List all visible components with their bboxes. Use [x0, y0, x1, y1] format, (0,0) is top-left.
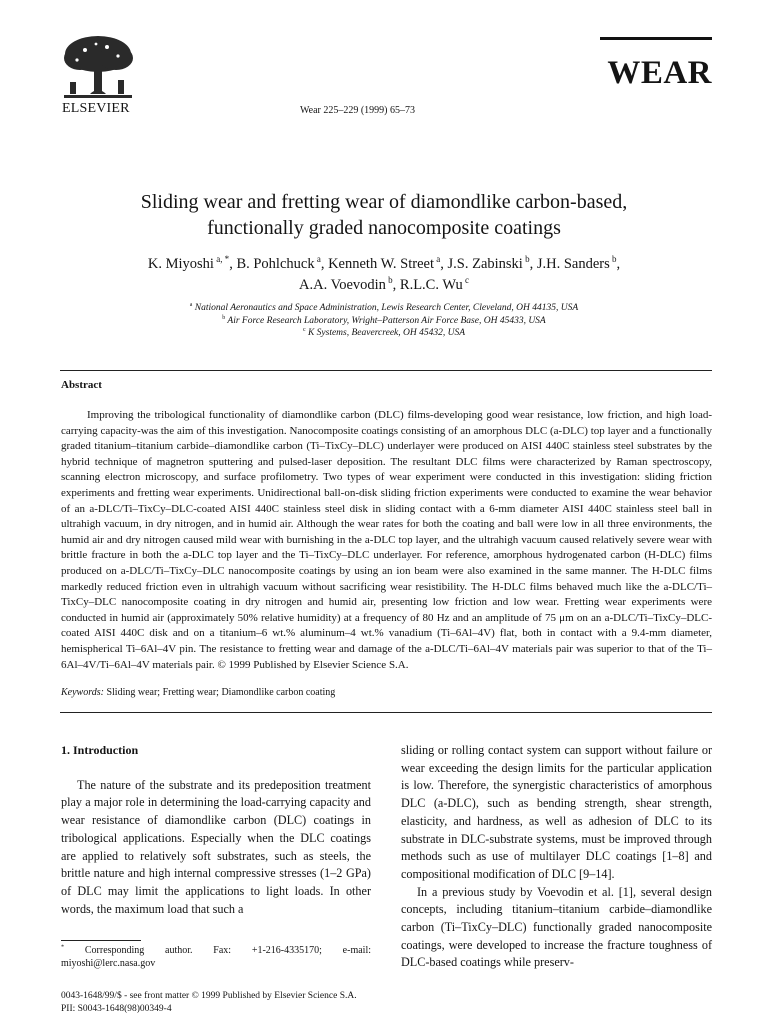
title-line-1: Sliding wear and fretting wear of diamondlike carbon-based, [140, 191, 628, 213]
abstract-body [61, 408, 712, 673]
author-affiliation-mark: c [464, 275, 469, 286]
author-name: R.L.C. Wu [399, 277, 463, 293]
journal-title: WEAR [607, 55, 712, 91]
affiliation-list [40, 302, 728, 340]
footnote [61, 944, 371, 970]
body-paragraph: In a previous study by Voevodin et al. [1], several design concepts, including titanium–titanium carbide–diamondlike carbon (Ti–TixCy–DLC) functionally graded nanocomposite coatings, were developed to increase the fracture toughness of DLC-based coatings while preserv- [401, 884, 712, 970]
keywords-text: Sliding wear; Fretting wear; Diamondlike carbon coating [106, 687, 336, 698]
author-name: A.A. Voevodin [299, 277, 386, 293]
authors-line-2: A.A. Voevodin $^b$, R.L.C. Wu $^c$ [299, 275, 469, 293]
publisher-name: ELSEVIER [62, 101, 130, 116]
section-heading: 1. Introduction [61, 743, 139, 757]
keywords [61, 687, 712, 698]
body-right-column [401, 742, 712, 972]
footnote-text: Corresponding author. Fax: +1-216-4335170; e-mail: miyoshi@lerc.nasa.gov [61, 945, 371, 969]
affiliation-text: K Systems, Beavercreek, OH 45432, USA [307, 328, 466, 338]
affiliation-text: Air Force Research Laboratory, Wright–Patterson Air Force Base, OH 45433, USA [227, 315, 546, 326]
affiliation [40, 315, 728, 328]
body-left-column [61, 742, 371, 918]
author-affiliation-mark: a, * [216, 254, 230, 265]
author-affiliation-mark: a [436, 254, 441, 265]
author-name: J.S. Zabinski [447, 256, 523, 272]
affiliation-mark: a [189, 301, 193, 308]
keywords-label: Keywords: [61, 687, 104, 698]
abstract-top-rule [60, 370, 712, 371]
footnote-rule [61, 940, 141, 941]
elsevier-tree-logo [60, 34, 136, 104]
author-affiliation-mark: b [388, 275, 393, 286]
author-name: B. Pohlchuck [236, 256, 315, 272]
copyright-line: 0043-1648/99/$ - see front matter © 1999 Published by Elsevier Science S.A. [61, 991, 357, 1001]
author-affiliation-mark: a [316, 254, 321, 265]
journal-citation: Wear 225–229 (1999) 65–73 [300, 105, 416, 116]
author-list [40, 254, 728, 296]
affiliation-mark: b [222, 314, 226, 321]
authors-line-1: K. Miyoshi $^{a, *}$, B. Pohlchuck $^a$, Kenneth W. Street $^a$, J.S. Zabinski $^b$, J.H. Sanders $^b$, [147, 254, 621, 272]
affiliation-mark: c [302, 326, 306, 333]
abstract-heading: Abstract [61, 379, 102, 391]
abstract-paragraph: Improving the tribological functionality of diamondlike carbon (DLC) films-developing good wear resistance, low friction, and high load-carrying capacity-was the aim of this investigation. Nanocomposite coatings consisting of an amorphous DLC (a-DLC) top layer and a functionally graded titanium–titanium carbide–diamondlike carbon (Ti–TixCy–DLC) underlayer were produced on AISI 440C stainless steel substrates by the hybrid technique of magnetron sputtering and pulsed-laser deposition. The resultant DLC films were characterized by Raman spectroscopy, scanning electron microscopy, and surface profilometry. Two types of wear experiment were conducted in this investigation: sliding friction experiments and fretting wear experiments. Unidirectional ball-on-disk sliding friction experiments were conducted to examine the wear behavior of an a-DLC/Ti–TixCy–DLC-coated AISI 440C stainless steel disk in sliding contact with a 6-mm diameter AISI 440C stainless steel ball in ultrahigh vacuum, in dry nitrogen, and in humid air. Although the wear rates for both the coating and ball were low in all three environments, the humid air and dry nitrogen caused mild wear with burnishing in the a-DLC top layer, and the ultrahigh vacuum caused relatively severe wear with brittle fracture in both the a-DLC top layer and the Ti–TixCy–DLC underlayer. For reference, amorphous hydrogenated carbon (H-DLC) films produced on a-DLC/Ti–TixCy–DLC nanocomposite coatings by using an ion beam were also examined in the same manner. The H-DLC films markedly reduced friction even in ultrahigh vacuum without sacrificing wear resistibility. The H-DLC films behaved much like the a-DLC/Ti–TixCy–DLC nanocomposite coating in dry nitrogen and humid air, presenting low friction and low wear. Fretting wear experiments were conducted in humid air (approximately 50% relative humidity) at a frequency of 80 Hz and an amplitude of 75 μm on an a-DLC/Ti–TixCy–DLC-coated AISI 440C disk and on a titanium–6 wt.% aluminum–4 wt.% vanadium (Ti–6Al–4V) flat, both in contact with a 9.4-mm diameter, hemispherical Ti–6Al–4V pin. The resistance to fretting wear and damage of the a-DLC/Ti–6Al–4V materials pair was superior to that of the Ti–6Al–4V/Ti–6Al–4V materials pair. © 1999 Published by Elsevier Science S.A. [61, 409, 712, 671]
article-title [40, 189, 728, 241]
author-affiliation-mark: b [611, 254, 617, 265]
front-matter [61, 990, 357, 1015]
affiliation [40, 302, 728, 315]
body-paragraph: sliding or rolling contact system can support without failure or wear exceeding the design limits for the particular application is low. Therefore, the synergistic characteristics of amorphous DLC (a-DLC), such as bending strength, shear strength, elasticity, and hardness, as well as adhesion of DLC to its substrate in DLC-substrate systems, must be improved through methods such as use of multilayer DLC coatings [1–8] and compositional modification of DLC [9–14]. [401, 743, 712, 881]
author-name: Kenneth W. Street [328, 256, 434, 272]
affiliation-text: National Aeronautics and Space Administration, Lewis Research Center, Cleveland, OH 44135, USA [194, 303, 579, 313]
author-name: J.H. Sanders [536, 256, 610, 272]
author-affiliation-mark: b [525, 254, 530, 265]
abstract-bottom-rule [60, 712, 712, 713]
pii-line: PII: S0043-1648(98)00349-4 [61, 1003, 172, 1014]
journal-rule [600, 37, 712, 40]
author-name: K. Miyoshi [147, 256, 214, 272]
body-paragraph: The nature of the substrate and its predeposition treatment play a major role in determining the load-carrying capacity and wear resistance of diamondlike carbon (DLC) coatings in tribological applications. Especially when the DLC coatings are applied to relatively soft substrates, such as steels, the brittle nature and high internal compressive stresses (1–2 GPa) of DLC may limit the applications to light loads. In other words, the maximum load that such a [61, 777, 371, 916]
title-line-2: functionally graded nanocomposite coatings [207, 217, 561, 239]
footnote-mark: * [61, 943, 65, 951]
affiliation [40, 327, 728, 340]
